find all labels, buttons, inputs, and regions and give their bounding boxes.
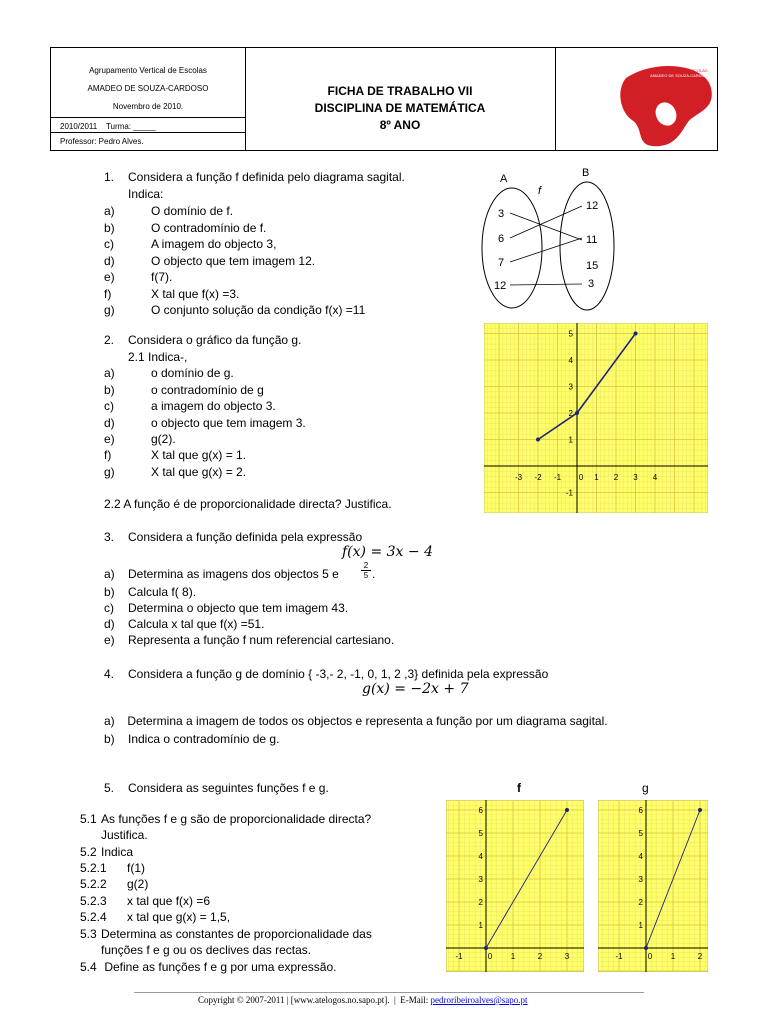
y-tick-label: 4 [638, 852, 643, 861]
y-tick-label: 3 [478, 875, 483, 884]
q5-item-text: Determina as constantes de proporcionalidade das [101, 927, 372, 941]
year-class: 2010/2011 Turma: _____ [60, 122, 156, 131]
data-point [698, 808, 702, 812]
x-tick-label: 3 [633, 473, 638, 482]
q5-item-text: x tal que g(x) = 1,5, [127, 910, 231, 924]
q1-item-text: f(7). [151, 270, 173, 284]
q3-item-label: e) [104, 633, 115, 647]
q3-item-label: b) [104, 585, 115, 599]
x-tick-label: 2 [613, 473, 619, 482]
y-tick-label: 1 [478, 921, 483, 930]
q5-item-text: Indica [101, 845, 134, 859]
q3-period: . [372, 567, 376, 581]
sagittal-diagram [470, 160, 640, 315]
x-tick-label: -1 [553, 473, 562, 482]
data-point [644, 946, 648, 950]
q3-item-text: Calcula x tal que f(x) =51. [128, 617, 265, 631]
set-a-element: 12 [494, 280, 507, 292]
q5-item-text: x tal que f(x) =6 [127, 894, 211, 908]
q5-item-label: 5.2.3 [80, 894, 107, 908]
q3-item-text: Determina o objecto que tem imagem 43. [128, 601, 349, 615]
set-b-element: 3 [588, 278, 595, 290]
q1-item-label: e) [104, 270, 115, 284]
y-tick-label: 2 [478, 898, 483, 907]
q5-item-text: g(2) [127, 877, 149, 891]
q4-item-label: a) [104, 714, 115, 728]
q1-item-label: f) [104, 287, 112, 301]
q2-item-label: a) [104, 366, 115, 380]
y-tick-label: 2 [638, 898, 643, 907]
q1-item-text: O domínio de f. [151, 204, 234, 218]
chart-background [598, 800, 708, 972]
y-tick-label: 5 [638, 829, 643, 838]
mapping-arrows [510, 206, 582, 285]
q3-item-text: Representa a função f num referencial cartesiano. [128, 633, 395, 647]
q3-item-a-text: Determina as imagens dos objectos 5 e [128, 567, 339, 581]
school-line2: AMADEO DE SOUZA-CARDOSO [87, 84, 209, 93]
q4-item-label: b) [104, 732, 115, 746]
set-a-label: A [500, 173, 508, 185]
q3-fraction [361, 561, 371, 580]
q2-item-text: o domínio de g. [151, 366, 234, 380]
arrow [510, 284, 582, 285]
x-tick-label: 2 [537, 952, 543, 961]
q1-item-label: d) [104, 254, 115, 268]
q2-item-text: X tal que g(x) = 2. [151, 465, 247, 479]
footer-email-link[interactable]: pedroribeiroalves@sapo.pt [430, 995, 528, 1005]
q3-item-label: c) [104, 601, 114, 615]
q5-item-label: 5.2.2 [80, 877, 107, 891]
footer-copyright: Copyright © 2007-2011 | [www.atelogos.no.sapo.pt]. | E-Mail: [198, 995, 431, 1005]
q5-item-text: As funções f e g são de proporcionalidade directa? [101, 812, 372, 826]
q5-item-label: 5.4 [80, 960, 97, 974]
title-line2: DISCIPLINA DE MATEMÁTICA [314, 101, 486, 115]
y-tick-label: 1 [568, 435, 573, 445]
q3-item-label: a) [104, 567, 115, 581]
x-tick-label: -2 [534, 473, 542, 482]
y-tick-label: 1 [638, 921, 643, 930]
q2-text: Considera o gráfico da função g. [128, 333, 302, 347]
y-tick-label: 5 [478, 829, 483, 838]
arrow [510, 206, 582, 238]
q1-item-text: X tal que f(x) =3. [151, 287, 240, 301]
q3-item-text: Calcula f( 8). [128, 585, 197, 599]
chart-g-q5 [598, 800, 708, 972]
y-tick-label: -1 [565, 488, 573, 498]
x-tick-label: 0 [647, 952, 653, 961]
q3-text: Considera a função definida pela expressão [128, 530, 363, 544]
x-tick-label: 0 [578, 473, 584, 482]
q5-label-f: f [517, 781, 521, 795]
footer [198, 995, 528, 1005]
q1-indica: Indica: [128, 187, 164, 201]
q5-item-text: funções f e g ou os declives das rectas. [101, 943, 312, 957]
teacher: Professor: Pedro Alves. [60, 137, 144, 146]
q5-label-g: g [642, 781, 649, 795]
footer-rule [134, 992, 644, 993]
q4-number: 4. [104, 667, 115, 681]
x-tick-label: 1 [510, 952, 516, 961]
q4-formula: 𝑔(𝑥) = −2𝑥 + 7 [362, 681, 469, 697]
set-a-element: 6 [498, 233, 505, 245]
function-label: f [538, 185, 542, 197]
title-block [245, 48, 556, 150]
set-b-element: 11 [586, 234, 598, 246]
q2-number: 2. [104, 333, 115, 347]
chart-background [446, 800, 584, 972]
q2-item-label: b) [104, 383, 115, 397]
q1-item-text: A imagem do objecto 3, [151, 237, 277, 251]
y-tick-label: 6 [638, 806, 643, 815]
header-box [50, 47, 718, 151]
q2-item-text: a imagem do objecto 3. [151, 399, 276, 413]
set-a-element: 7 [498, 257, 505, 269]
x-tick-label: -1 [455, 952, 463, 961]
q2-item-label: e) [104, 432, 115, 446]
q5-item-text: Define as funções f e g por uma expressão. [101, 960, 337, 974]
data-point [565, 808, 569, 812]
q3-number: 3. [104, 530, 115, 544]
logo-text1: AGRUPAMENTO DE ESCOLAS [650, 68, 708, 73]
q5-item-label: 5.2.4 [80, 910, 107, 924]
q5-item-label: 5.1 [80, 812, 97, 826]
q2-item-text: o contradomínio de g [151, 383, 264, 397]
y-tick-label: 5 [568, 329, 573, 339]
x-tick-label: 3 [564, 952, 570, 961]
y-tick-label: 2 [568, 409, 573, 418]
q1-item-label: c) [104, 237, 114, 251]
q1-number: 1. [104, 170, 115, 184]
q2-item-label: c) [104, 399, 114, 413]
q4-item-text: Indica o contradomínio de g. [128, 732, 280, 746]
title-line1: FICHA DE TRABALHO VII [327, 84, 473, 98]
school-info [51, 48, 246, 150]
y-tick-label: 4 [478, 852, 483, 861]
q2-item-text: g(2). [151, 432, 176, 446]
q2-item-text: o objecto que tem imagem 3. [151, 416, 306, 430]
q3-formula: 𝑓(𝑥) = 3𝑥 − 4 [342, 544, 433, 560]
arrow [510, 213, 582, 240]
q5-item-label: 5.2 [80, 845, 97, 859]
fraction-denominator: 5 [363, 571, 369, 580]
q1-item-text: O objecto que tem imagem 12. [151, 254, 316, 268]
q2-sub: 2.1 Indica-, [128, 350, 188, 364]
q5-item-text: Justifica. [101, 828, 148, 842]
chart-f-q5 [446, 800, 584, 972]
x-tick-label: -3 [514, 473, 523, 482]
q4-text: Considera a função g de domínio { -3,- 2, -1, 0, 1, 2 ,3} definida pela expressão [128, 667, 549, 681]
logo-text2: AMADEO DE SOUZA-CARDOSO [650, 73, 711, 78]
q2-2-text: 2.2 A função é de proporcionalidade directa? Justifica. [104, 497, 392, 511]
x-tick-label: 1 [670, 952, 676, 961]
x-tick-label: 2 [697, 952, 703, 961]
x-tick-label: 1 [594, 473, 599, 482]
q1-item-label: a) [104, 204, 115, 218]
date: Novembro de 2010. [112, 102, 184, 111]
set-a-ellipse [482, 188, 542, 308]
q2-item-label: f) [104, 448, 112, 462]
y-tick-label: 4 [568, 356, 573, 365]
q5-item-label: 5.2.1 [80, 861, 107, 875]
data-point [575, 411, 579, 415]
q1-item-label: b) [104, 221, 115, 235]
q5-item-label: 5.3 [80, 927, 97, 941]
q4-item-text: Determina a imagem de todos os objectos e representa a função por um diagrama sagital. [124, 714, 608, 728]
data-point [634, 332, 638, 336]
q1-item-text: O contradomínio de f. [151, 221, 267, 235]
q2-item-text: X tal que g(x) = 1. [151, 448, 247, 462]
q5-text: Considera as seguintes funções f e g. [128, 781, 329, 795]
q1-text: Considera a função f definida pelo diagrama sagital. [128, 170, 405, 184]
x-tick-label: 4 [652, 473, 658, 482]
y-tick-label: 3 [638, 875, 643, 884]
q1-item-label: g) [104, 303, 115, 317]
data-point [484, 946, 488, 950]
fraction-numerator: 2 [361, 561, 371, 571]
school-line1: Agrupamento Vertical de Escolas [89, 66, 207, 75]
set-b-label: B [582, 167, 590, 179]
q2-item-label: d) [104, 416, 115, 430]
set-a-element: 3 [498, 208, 505, 220]
x-tick-label: 0 [487, 952, 493, 961]
title-line3: 8º ANO [379, 118, 421, 132]
arrow [510, 238, 582, 262]
set-b-element: 12 [586, 200, 599, 212]
x-tick-label: -1 [615, 952, 623, 961]
data-point [536, 438, 540, 442]
q5-number: 5. [104, 781, 115, 795]
q5-item-text: f(1) [127, 861, 145, 875]
chart-g-q2 [484, 323, 708, 513]
q1-item-text: O conjunto solução da condição f(x) =11 [151, 303, 366, 317]
set-b-element: 15 [586, 260, 599, 272]
y-tick-label: 6 [478, 806, 483, 815]
q3-item-label: d) [104, 617, 115, 631]
q2-item-label: g) [104, 465, 115, 479]
y-tick-label: 3 [568, 382, 573, 392]
school-logo [556, 50, 716, 148]
